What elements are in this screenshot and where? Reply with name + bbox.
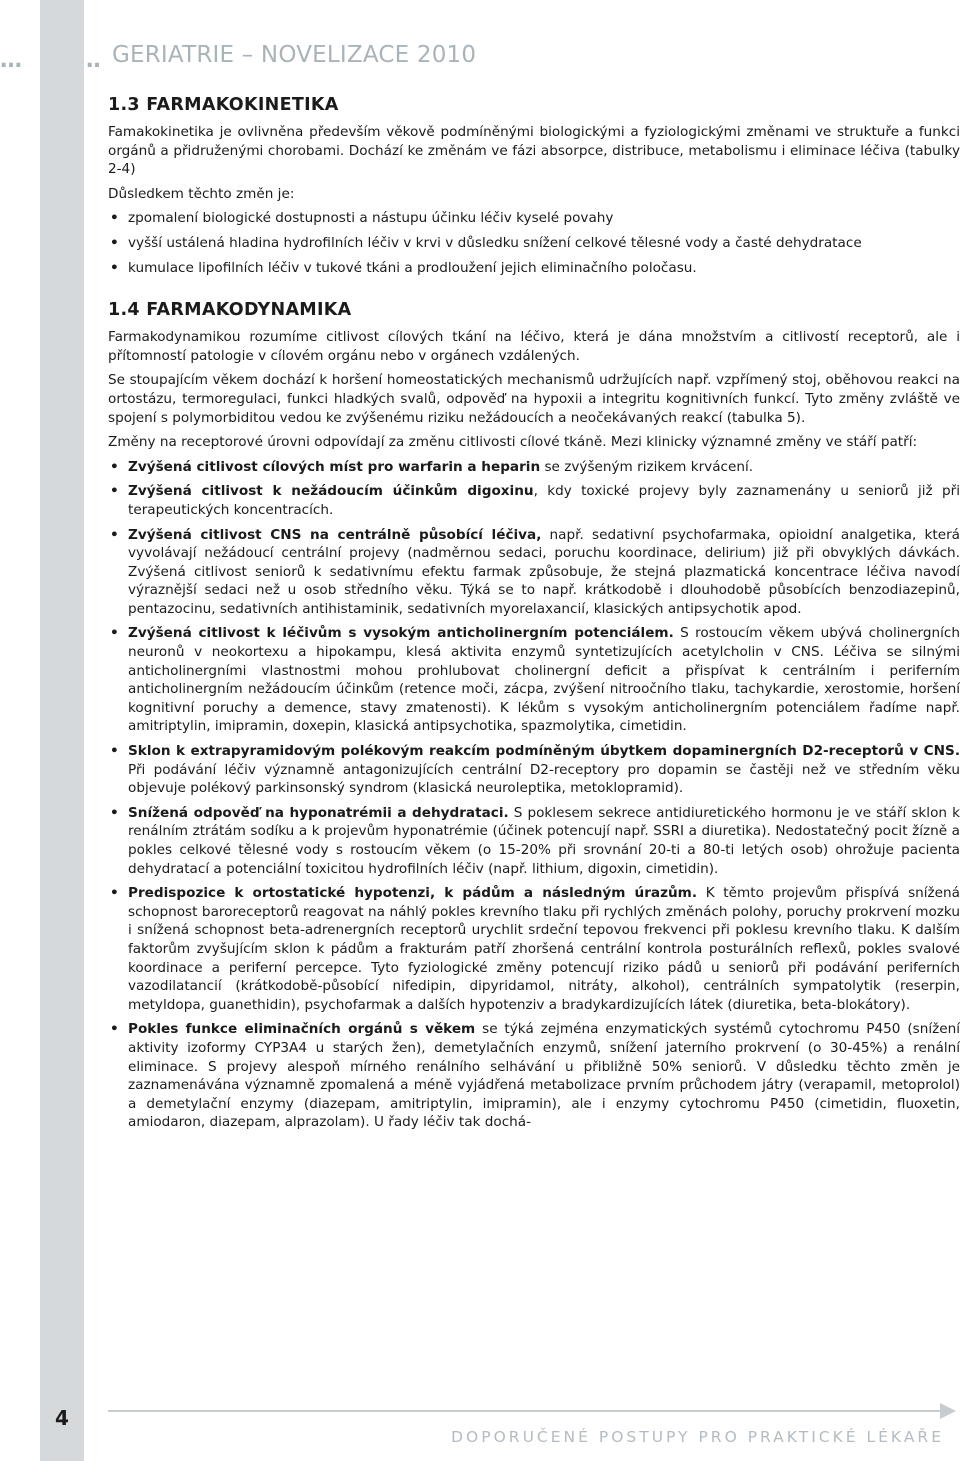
paragraph: Změny na receptorové úrovni odpovídají za změnu citlivosti cílové tkáně. Mezi klinicky významné změny ve stáří patří:	[108, 434, 918, 451]
bullet-list	[108, 209, 960, 277]
item-bold-lead: Snížená odpověď na hyponatrémii a dehydrataci.	[128, 804, 509, 821]
footer-rule	[108, 1410, 948, 1412]
main-content	[108, 94, 960, 1138]
header-title: GERIATRIE – NOVELIZACE 2010	[112, 42, 477, 68]
bullet-list	[108, 458, 960, 1132]
item-text: S poklesem sekrece antidiuretického hormonu je ve stáří sklon k renálním ztrátám sodíku a k projevům hyponatrémie (účinek potencují např. SSRI a diuretika). Nedostatečný pocit žízně a pokles celkové tělesné vody s rostoucím věkem (o 15-20% při srovnání 20-ti a 80-ti letých osob) ohrožuje pacienta dehydratací a potenciální toxicitou hydrofilních léčiv (např. lithium, digoxin, cimetidin).	[128, 804, 960, 877]
list-item	[108, 884, 960, 1014]
item-text: se týká zejména enzymatických systémů cytochromu P450 (snížení aktivity izoformy CYP3A4 u starých žen), demetylačních enzymů, snížení jaterního prokrvení (o 30-45%) a renální eliminace. S projevy alespoň mírného renálního selhávání u přibližně 50% seniorů. V důsledku těchto změn je zaznamenávána významně zpomalená a méně vyjádřená metabolizace prvním průchodem játry (verapamil, metoprolol) a demetylační enzymy (diazepam, amitriptylin, imipramin), ale i enzymy cytochromu P450 (cimetidin, fluoxetin, amiodaron, diazepam, alprazolam). U řady léčiv tak dochá-	[128, 1021, 960, 1131]
item-bold-lead: Pokles funkce eliminačních orgánů s věkem	[128, 1021, 476, 1038]
item-bold-lead: Predispozice k ortostatické hypotenzi, k pádům a následným úrazům.	[128, 885, 698, 902]
list-item	[108, 458, 960, 477]
item-bold-lead: Sklon k extrapyramidovým polékovým reakcím podmíněným úbytkem dopaminergních D2-receptorů v CNS.	[128, 743, 960, 760]
item-text: Při podávání léčiv významně antagonizujících centrální D2-receptory pro dopamin se častěji než ve středním věku objevuje polékový parkinsonský syndrom (klasická neuroleptika, metoklopramid).	[128, 761, 960, 797]
paragraph: Se stoupajícím věkem dochází k horšení homeostatických mechanismů udržujících např. vzpřímený stoj, oběhovou reakci na ortostázu, termoregulaci, funkci hladkých svalů, odpověď na hypoxii a integritu kognitivních funkcí. Tyto změny zvláště ve spojení s polymorbiditou vedou ke zvýšenému riziku nežádoucích a neočekávaných reakcí (tabulka 5).	[108, 372, 960, 426]
footer-arrow-icon	[940, 1403, 956, 1419]
item-bold-lead: Zvýšená citlivost k nežádoucím účinkům digoxinu	[128, 483, 534, 500]
section-heading: 1.4 FARMAKODYNAMIKA	[108, 300, 352, 321]
list-item	[108, 526, 960, 619]
paragraph: Důsledkem těchto změn je:	[108, 185, 295, 202]
item-text: K těmto projevům přispívá snížená schopnost baroreceptorů reagovat na náhlý pokles krevního tlaku při rychlých změnách polohy, poruchy prokrvení mozku i snížená schopnost beta-adrenergních receptorů urychlit srdeční tepovou frekvenci při poklesu krevního tlaku. K dalším faktorům zvyšujícím sklon k pádům a frakturám patří zhoršená centrální kontrola posturálních reflexů, pokles svalové koordinace a periferní percepce. Tyto fyziologické změny potencují riziko pádů u seniorů při podávání periferních vazodilatancií (krátkodobě-působící nifedipin, dipyridamol, nitráty, alkohol), centrálních sympatolytik (reserpin, metyldopa, guanethidin), psychofarmak a dalších hypotenziv a bradykardizujících látek (diuretika, beta-blokátory).	[128, 885, 960, 1013]
paragraph: Famakokinetika je ovlivněna především věkově podmíněnými biologickými a fyziologickými změnami ve struktuře a funkci orgánů a přidruženými chorobami. Dochází ke změnám ve fázi absorpce, distribuce, metabolismu i eliminace léčiva (tabulky 2-4)	[108, 124, 960, 178]
page-sidebar-band	[40, 0, 84, 1461]
section-heading: 1.3 FARMAKOKINETIKA	[108, 95, 339, 115]
list-item	[108, 804, 960, 878]
item-bold-lead: Zvýšená citlivost cílových míst pro warfarin a heparin	[128, 458, 541, 475]
item-text: , kdy toxické projevy byly zaznamenány u seniorů již při terapeutických koncentracích.	[128, 483, 960, 518]
paragraph: Farmakodynamikou rozumíme citlivost cílových tkání na léčivo, která je dána množstvím a citlivostí receptorů, ale i přítomností patologie v cílovém orgánu nebo v orgánech vzdálených.	[108, 329, 960, 364]
list-item	[108, 1020, 960, 1132]
section-farmakodynamika	[108, 299, 960, 1132]
item-text: se zvýšeným rizikem krvácení.	[540, 458, 754, 475]
list-item: • zpomalení biologické dostupnosti a nástupu účinku léčiv kyselé povahy	[108, 209, 960, 228]
list-item: • vyšší ustálená hladina hydrofilních léčiv v krvi v důsledku snížení celkové tělesné vody a časté dehydratace	[108, 234, 960, 253]
item-bold-lead: Zvýšená citlivost k léčivům s vysokým anticholinergním potenciálem.	[128, 625, 674, 642]
item-text: např. sedativní psychofarmaka, opioidní analgetika, která vyvolávají nežádoucí centrální projevy (nadměrnou sedaci, poruchu koordinace, delirium) již při obvyklých dávkách. Zvýšená citlivost seniorů k sedativnímu efektu farmak způsobuje, že stejná plazmatická koncentrace léčiva navodí výraznější sedaci než u osob středního věku. Týká se to např. krátkodobě i dlouhodobě působících benzodiazepinů, pentazocinu, sedativních antihistaminik, sedativních myorelaxancií, klasických antipsychotik apod.	[128, 526, 960, 617]
footer-title: DOPORUČENÉ POSTUPY PRO PRAKTICKÉ LÉKAŘE	[451, 1428, 944, 1446]
header-dots-left: …	[0, 48, 23, 73]
item-text: S rostoucím věkem ubývá cholinergních neuronů v neokortexu a hipokampu, klesá aktivita enzymů syntetizujících acetylcholin v CNS. Léčiva se silnými anticholinergními vlastnostmi mohou prohlubovat cholinergní deficit a přispívat k centrálním i periferním anticholinergním nežádoucím účinkům (retence moči, zácpa, zvýšení nitroočního tlaku, tachykardie, xerostomie, horšení kognitivní poruchy a demence, stavy zmatenosti). K lékům s vysokým anticholinergním potenciálem řadíme např. amitriptylin, imipramin, doxepin, klasická antipsychotika, spazmolytika, cimetidin.	[128, 625, 960, 735]
page-number: 4	[55, 1406, 69, 1430]
header-dots-mid: ‥	[86, 48, 101, 73]
list-item	[108, 624, 960, 736]
list-item: • kumulace lipofilních léčiv v tukové tkáni a prodloužení jejich eliminačního poločasu.	[108, 259, 960, 278]
list-item	[108, 742, 960, 798]
item-bold-lead: Zvýšená citlivost CNS na centrálně působící léčiva,	[128, 526, 542, 543]
list-item	[108, 482, 960, 519]
section-farmakokinetika	[108, 94, 960, 277]
